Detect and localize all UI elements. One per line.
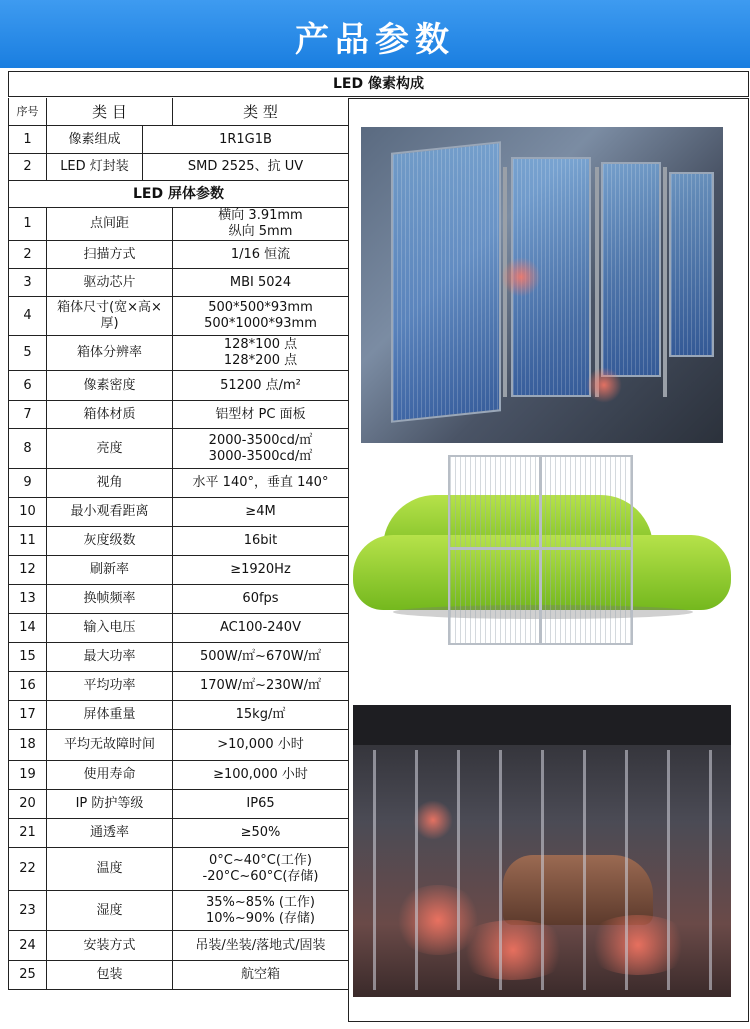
row-value xyxy=(173,556,349,585)
row-value xyxy=(173,241,349,269)
section-row-screen xyxy=(9,181,349,208)
row-number: 1 xyxy=(9,126,47,154)
row-number: 3 xyxy=(9,269,47,297)
table-header-row xyxy=(9,98,349,126)
row-number: 6 xyxy=(9,371,47,401)
row-value-line: 航空箱 xyxy=(240,967,280,982)
page-title: 产品参数 xyxy=(295,20,455,60)
row-number: 15 xyxy=(9,643,47,672)
row-number: 18 xyxy=(9,730,47,761)
row-number: 19 xyxy=(9,761,47,790)
row-value-line: AC100-240V xyxy=(220,620,301,635)
table-row xyxy=(9,401,349,429)
table-row xyxy=(9,848,349,891)
row-number: 16 xyxy=(9,672,47,701)
row-value xyxy=(173,761,349,790)
row-value: SMD 2525、抗 UV xyxy=(143,154,349,181)
mount-post xyxy=(595,167,599,397)
header-type: 类 型 xyxy=(173,98,349,126)
row-value xyxy=(173,790,349,819)
table-row xyxy=(9,614,349,643)
row-value xyxy=(173,614,349,643)
row-value xyxy=(173,643,349,672)
row-label: 像素密度 xyxy=(47,371,173,401)
row-value-line: >10,000 小时 xyxy=(217,737,304,752)
row-value-line: ≥50% xyxy=(240,825,281,840)
row-label: 温度 xyxy=(47,848,173,891)
row-number: 14 xyxy=(9,614,47,643)
row-value xyxy=(173,672,349,701)
row-number: 8 xyxy=(9,429,47,469)
product-photo-panels xyxy=(361,127,723,443)
row-number: 10 xyxy=(9,498,47,527)
row-number: 25 xyxy=(9,961,47,990)
table-row xyxy=(9,269,349,297)
table-row xyxy=(9,643,349,672)
row-value xyxy=(173,336,349,371)
row-label: 输入电压 xyxy=(47,614,173,643)
row-value-line: 500W/㎡~670W/㎡ xyxy=(200,649,321,664)
table-row xyxy=(9,961,349,990)
table-row xyxy=(9,126,349,154)
row-value-line: 横向 3.91mm xyxy=(218,208,303,223)
header-no: 序号 xyxy=(9,98,47,126)
table-row xyxy=(9,297,349,336)
ceiling xyxy=(353,705,731,745)
glass-divider xyxy=(541,750,544,990)
row-number: 17 xyxy=(9,701,47,730)
row-label: 箱体尺寸(宽×高×厚) xyxy=(47,297,173,336)
row-value-line: ≥1920Hz xyxy=(230,562,291,577)
led-panel xyxy=(669,172,714,357)
row-number: 5 xyxy=(9,336,47,371)
row-label: 换帧频率 xyxy=(47,585,173,614)
light-glow xyxy=(586,367,622,403)
row-value xyxy=(173,701,349,730)
light-glow xyxy=(453,920,573,980)
header-item: 类 目 xyxy=(47,98,173,126)
row-value-line: MBI 5024 xyxy=(229,274,292,290)
glass-divider xyxy=(667,750,670,990)
row-value xyxy=(173,585,349,614)
row-value-line: 170W/㎡~230W/㎡ xyxy=(200,678,321,693)
row-value xyxy=(173,931,349,961)
glass-divider xyxy=(583,750,586,990)
row-label: 最大功率 xyxy=(47,643,173,672)
row-label: 像素组成 xyxy=(47,126,143,154)
table-row xyxy=(9,241,349,269)
row-value-line: -20°C~60°C(存储) xyxy=(202,869,319,884)
row-value-line: 500*500*93mm xyxy=(208,300,313,315)
row-value-line: IP65 xyxy=(246,796,275,811)
row-number: 2 xyxy=(9,241,47,269)
table-row xyxy=(9,527,349,556)
glass-divider xyxy=(625,750,628,990)
table-row xyxy=(9,701,349,730)
table-row xyxy=(9,556,349,585)
row-value xyxy=(173,208,349,241)
row-value-line: ≥4M xyxy=(245,504,276,519)
light-glow xyxy=(501,257,541,297)
row-number: 2 xyxy=(9,154,47,181)
row-value xyxy=(173,371,349,401)
row-value xyxy=(173,269,349,297)
table-row xyxy=(9,819,349,848)
row-value-line: 1/16 恒流 xyxy=(230,246,291,262)
row-label: 包装 xyxy=(47,961,173,990)
table-row xyxy=(9,429,349,469)
row-value-line: 15kg/㎡ xyxy=(235,707,286,722)
row-value xyxy=(173,819,349,848)
row-value: 1R1G1B xyxy=(143,126,349,154)
row-value xyxy=(173,730,349,761)
table-row xyxy=(9,931,349,961)
row-label: 平均无故障时间 xyxy=(47,730,173,761)
product-photo-showroom xyxy=(353,705,731,997)
row-value-line: 128*200 点 xyxy=(223,353,298,368)
row-value-line: 纵向 5mm xyxy=(228,224,293,239)
glass-divider xyxy=(499,750,502,990)
row-label: 最小观看距离 xyxy=(47,498,173,527)
product-photo-sofa xyxy=(353,455,731,650)
row-value-line: 0°C~40°C(工作) xyxy=(208,853,312,868)
row-value xyxy=(173,527,349,556)
table-row xyxy=(9,371,349,401)
row-value xyxy=(173,498,349,527)
row-value-line: 2000-3500cd/㎡ xyxy=(208,432,313,448)
row-label: 箱体材质 xyxy=(47,401,173,429)
table-row xyxy=(9,790,349,819)
row-number: 4 xyxy=(9,297,47,336)
table-row xyxy=(9,498,349,527)
table-row xyxy=(9,208,349,241)
row-label: 使用寿命 xyxy=(47,761,173,790)
glass-divider xyxy=(373,750,376,990)
row-number: 11 xyxy=(9,527,47,556)
table-row xyxy=(9,336,349,371)
row-label: 亮度 xyxy=(47,429,173,469)
table-row xyxy=(9,154,349,181)
table-row xyxy=(9,469,349,498)
glass-divider xyxy=(415,750,418,990)
row-value-line: 51200 点/m² xyxy=(220,377,301,393)
row-number: 12 xyxy=(9,556,47,585)
row-value-line: 水平 140°，垂直 140° xyxy=(192,475,329,490)
table-row xyxy=(9,761,349,790)
row-value-line: 60fps xyxy=(242,591,279,606)
row-label: 刷新率 xyxy=(47,556,173,585)
row-value-line: 35%~85% (工作) xyxy=(206,894,315,910)
row-number: 9 xyxy=(9,469,47,498)
row-value xyxy=(173,891,349,931)
row-label: 点间距 xyxy=(47,208,173,241)
row-label: 通透率 xyxy=(47,819,173,848)
row-number: 24 xyxy=(9,931,47,961)
panel-divider xyxy=(448,547,633,550)
spec-table xyxy=(8,71,349,990)
row-value xyxy=(173,429,349,469)
row-number: 21 xyxy=(9,819,47,848)
row-value xyxy=(173,848,349,891)
row-number: 23 xyxy=(9,891,47,931)
glass-divider xyxy=(457,750,460,990)
row-value xyxy=(173,401,349,429)
light-glow xyxy=(583,915,693,975)
table-row xyxy=(9,585,349,614)
led-panel xyxy=(391,141,501,423)
row-label: 扫描方式 xyxy=(47,241,173,269)
row-number: 22 xyxy=(9,848,47,891)
light-glow xyxy=(413,800,453,840)
section-header-pixel: LED 像素构成 xyxy=(8,71,749,97)
row-number: 7 xyxy=(9,401,47,429)
row-label: 驱动芯片 xyxy=(47,269,173,297)
table-row xyxy=(9,672,349,701)
glass-divider xyxy=(709,750,712,990)
row-label: IP 防护等级 xyxy=(47,790,173,819)
section-header-screen: LED 屏体参数 xyxy=(9,181,349,208)
row-label: 视角 xyxy=(47,469,173,498)
row-label: 屏体重量 xyxy=(47,701,173,730)
mount-post xyxy=(663,167,667,397)
row-value-line: 吊装/坐装/落地式/固装 xyxy=(195,937,326,953)
row-value-line: 128*100 点 xyxy=(223,337,298,352)
row-value xyxy=(173,961,349,990)
title-banner xyxy=(0,0,750,68)
row-label: LED 灯封装 xyxy=(47,154,143,181)
row-number: 13 xyxy=(9,585,47,614)
row-value-line: 3000-3500cd/㎡ xyxy=(208,448,313,464)
row-label: 安装方式 xyxy=(47,931,173,961)
row-number: 20 xyxy=(9,790,47,819)
row-value xyxy=(173,469,349,498)
row-label: 平均功率 xyxy=(47,672,173,701)
led-panel xyxy=(601,162,661,377)
row-label: 灰度级数 xyxy=(47,527,173,556)
row-value-line: 铝型材 PC 面板 xyxy=(215,406,306,422)
row-value-line: 16bit xyxy=(243,533,278,548)
row-label: 箱体分辨率 xyxy=(47,336,173,371)
table-row xyxy=(9,730,349,761)
row-value xyxy=(173,297,349,336)
row-label: 湿度 xyxy=(47,891,173,931)
row-value-line: 500*1000*93mm xyxy=(204,316,317,331)
row-value-line: ≥100,000 小时 xyxy=(213,767,308,782)
panel-divider xyxy=(539,455,542,645)
table-row xyxy=(9,891,349,931)
row-value-line: 10%~90% (存储) xyxy=(206,910,315,926)
row-number: 1 xyxy=(9,208,47,241)
